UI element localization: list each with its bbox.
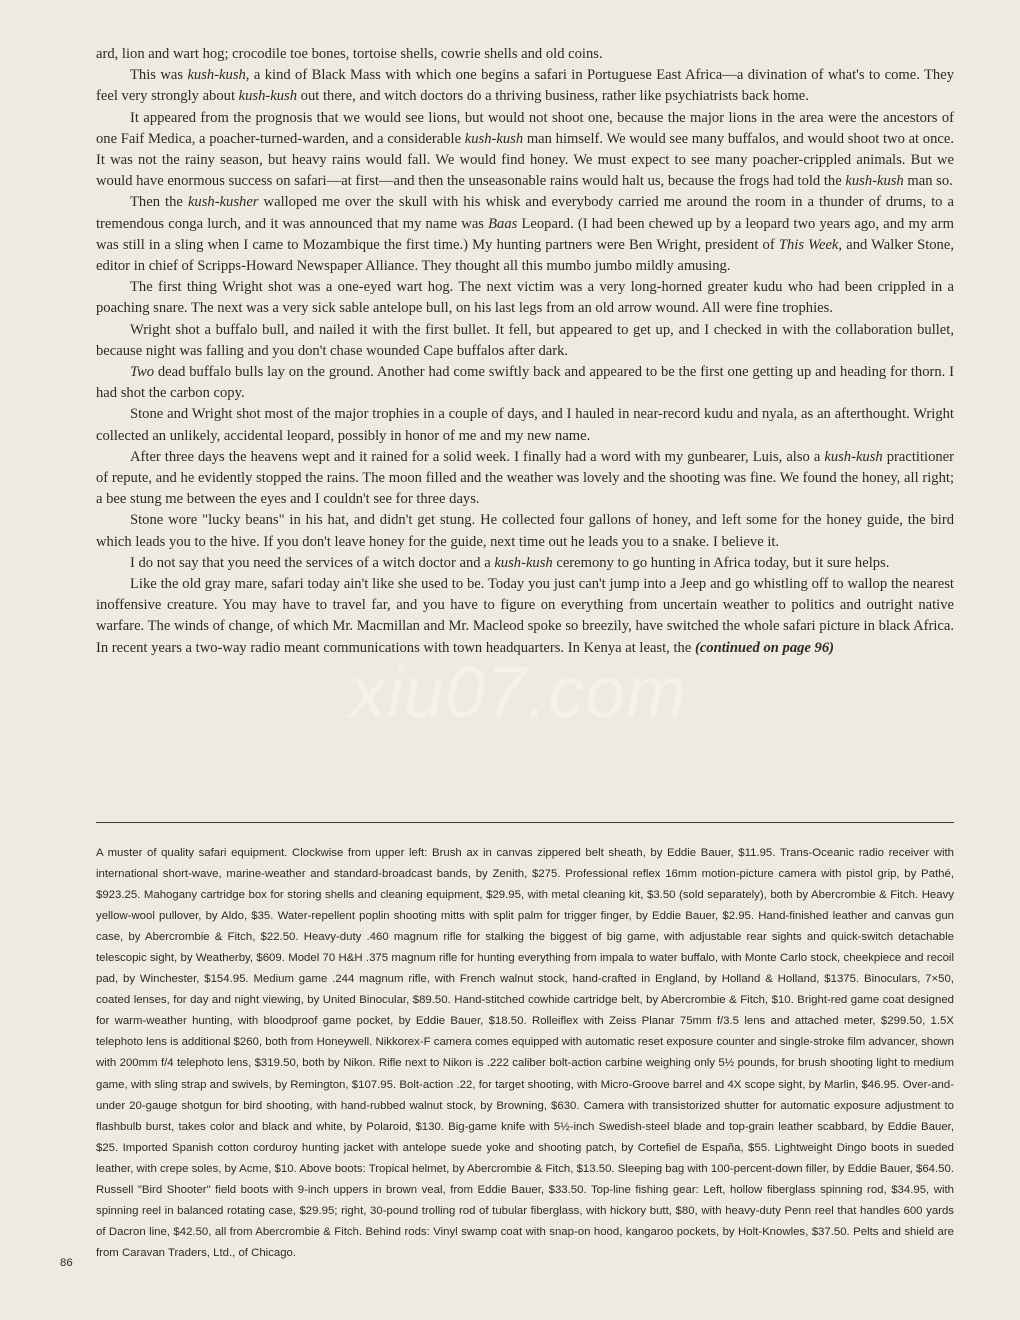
article-paragraph — [96, 65, 954, 107]
text-run: dead buffalo bulls lay on the ground. Another had come swiftly back and appeared to be the first one getting up and heading for thorn. I had shot the carbon copy. — [96, 364, 954, 402]
text-run: After three days the heavens wept and it rained for a solid week. I finally had a word with my gunbearer, Luis, also a — [130, 448, 825, 465]
italic-term: kush-kush — [238, 88, 298, 105]
text-run: Wright shot a buffalo bull, and nailed it with the first bullet. It fell, but appeared to get up, and I checked in with the collaboration bullet, because night was falling and you don't chase wounded Cape buffalos after dark. — [96, 321, 954, 359]
text-run: Stone and Wright shot most of the major trophies in a couple of days, and I hauled in near-record kudu and nyala, as an afterthought. Wright collected an unlikely, accidental leopard, possibly in honor of me and my new name. — [96, 406, 954, 444]
article-paragraph — [96, 574, 954, 659]
text-run: out there, and witch doctors do a thriving business, rather like psychiatrists back home. — [297, 88, 809, 105]
text-run: I do not say that you need the services of a witch doctor and a — [130, 554, 495, 571]
text-run: Then the — [130, 194, 188, 211]
article-paragraph — [96, 510, 954, 552]
article-paragraph — [96, 108, 954, 193]
text-run: The first thing Wright shot was a one-eyed wart hog. The next victim was a very long-horned greater kudu who had been crippled in a poaching snare. The next was a very sick sable antelope bull, on his last legs from an old arrow wound. All were fine trophies. — [96, 279, 954, 317]
italic-term: Baas — [488, 215, 518, 232]
italic-term: kush-kush, — [187, 67, 250, 84]
text-run: It appeared from the prognosis that we would see lions, but would not shoot one, because the major lions in the area were the ancestors of one Faif Medica, a poacher-turned-warden, and a considerable — [96, 109, 954, 147]
italic-term: kush-kush — [824, 448, 883, 465]
text-run: man himself. We would see many buffalos, and would shoot two at once. It was not the rainy season, but heavy rains would fall. We would find honey. We must expect to see many poacher-crippled animals. But we would have enormous success on safari—at first—and then the unseasonable rains would halt us, because the frogs had told the — [96, 130, 954, 190]
text-run: Like the old gray mare, safari today ain't like she used to be. Today you just can't jump into a Jeep and go whistling off to wallop the nearest inoffensive creature. You may have to travel far, and you have to figure on everything from uncertain weather to politics and outright native warfare. The winds of change, of which Mr. Macmillan and Mr. Macleod spoke so breezily, have switched the whole safari picture in black Africa. In recent years a two-way radio meant communications with town headquarters. In Kenya at least, the — [96, 576, 954, 656]
text-run: walloped me over the skull with his whisk and everybody carried me around the room in a thunder of drums, to a tremendous conga lurch, and it was announced that my name was — [96, 194, 954, 232]
italic-term: kush-kush — [845, 173, 904, 190]
article-paragraph — [96, 192, 954, 277]
caption-divider — [96, 822, 954, 823]
italic-term: kush-kush — [464, 130, 524, 147]
text-run: Stone wore "lucky beans" in his hat, and didn't get stung. He collected four gallons of honey, and left some for the honey guide, the bird which leads you to the hive. If you don't leave honey for the guide, next time out he leads you to a snake. I believe it. — [96, 512, 954, 550]
text-run: ard, lion and wart hog; crocodile toe bones, tortoise shells, cowrie shells and old coins. — [96, 46, 603, 62]
article-paragraph — [96, 447, 954, 511]
text-run: This was — [130, 67, 188, 84]
italic-term: Two — [130, 364, 155, 381]
italic-term: kush-kush — [494, 554, 553, 571]
text-run: man so. — [903, 173, 953, 190]
article-paragraph — [96, 362, 954, 404]
article-paragraph — [96, 277, 954, 319]
article-paragraph — [96, 404, 954, 446]
text-run: and Walker Stone, editor in chief of Scripps-Howard Newspaper Alliance. They thought all this mumbo jumbo mildly amusing. — [96, 236, 954, 275]
article-paragraph — [96, 320, 954, 362]
italic-term: This Week, — [778, 236, 843, 253]
text-run: a kind of Black Mass with which one begins a safari in Portuguese East Africa—a divination of what's to come. They feel very strongly about — [96, 67, 954, 105]
italic-term: kush-kusher — [187, 194, 259, 211]
text-run: ceremony to go hunting in Africa today, but it sure helps. — [552, 554, 890, 571]
text-run: Leopard. (I had been chewed up by a leopard two years ago, and my arm was still in a sling when I came to Mozambique the first time.) My hunting partners were Ben Wright, president of — [96, 215, 954, 253]
article-body — [96, 44, 954, 659]
continued-note: (continued on page 96) — [694, 639, 834, 656]
page-number: 86 — [60, 1257, 73, 1269]
photo-caption: A muster of quality safari equipment. Clockwise from upper left: Brush ax in canvas zippered belt sheath, by Eddie Bauer, $11.95. Trans-Oceanic radio receiver with international short-wave, marine-weather and standard-broadcast bands, by Zenith, $275. Professional reflex 16mm motion-picture camera with pistol grip, by Pathé, $923.25. Mahogany cartridge box for storing shells and cleaning equipment, $29.95, with metal cleaning kit, $3.50 (sold separately), both by Abercrombie & Fitch. Heavy yellow-wool pullover, by Aldo, $35. Water-repellent poplin shooting mitts with split palm for trigger finger, by Eddie Bauer, $2.95. Hand-finished leather and canvas gun case, by Abercrombie & Fitch, $22.50. Heavy-duty .460 magnum rifle for stalking the biggest of big game, with adjustable rear sights and quick-switch detachable telescopic sight, by Weatherby, $609. Model 70 H&H .375 magnum rifle for hunting everything from impala to water buffalo, with Monte Carlo stock, cheekpiece and recoil pad, by Winchester, $154.95. Medium game .244 magnum rifle, with French walnut stock, hand-crafted in England, by Holland & Holland, $1375. Binoculars, 7×50, coated lenses, for day and night viewing, by United Binocular, $89.50. Hand-stitched cowhide cartridge belt, by Abercrombie & Fitch, $10. Bright-red game coat designed for warm-weather hunting, with bloodproof game pocket, by Eddie Bauer, $18.50. Rolleiflex with Zeiss Planar 75mm f/3.5 lens and attached meter, $299.50, 1.5X telephoto lens is additional $260, both from Honeywell. Nikkorex-F camera comes equipped with automatic reset exposure counter and single-stroke film advancer, shown with 200mm f/4 telephoto lens, $319.50, both by Nikon. Rifle next to Nikon is .222 caliber bolt-action carbine weighing only 5½ pounds, for brush shooting light to medium game, with sling strap and swivels, by Remington, $107.95. Bolt-action .22, for target shooting, with Micro-Groove barrel and 4X scope sight, by Marlin, $46.95. Over-and-under 20-gauge shotgun for bird shooting, with hand-rubbed walnut stock, by Browning, $630. Camera with transistorized shutter for automatic exposure adjustment to flashbulb burst, takes color and black and white, by Polaroid, $130. Big-game knife with 5½-inch Swedish-steel blade and top-grain leather scabbard, by Eddie Bauer, $25. Imported Spanish cotton corduroy hunting jacket with antelope suede yoke and shooting patch, by Cortefiel de España, $55. Lightweight Dingo boots in sueded leather, with crepe soles, by Acme, $10. Above boots: Tropical helmet, by Abercrombie & Fitch, $13.50. Sleeping bag with 100-percent-down filler, by Eddie Bauer, $64.50. Russell "Bird Shooter" field boots with 9-inch uppers in brown veal, from Eddie Bauer, $33.50. Top-line fishing gear: Left, hollow fiberglass spinning rod, $34.95, with spinning reel in balanced rotating case, $29.95; right, 30-pound trolling rod of tubular fiberglass, with hickory butt, $80, with heavy-duty Penn reel that handles 600 yards of Dacron line, $42.50, all from Abercrombie & Fitch. Behind rods: Vinyl swamp coat with snap-on hood, kangaroo pockets, by Holt-Knowles, $37.50. Pelts and shield are from Caravan Traders, Ltd., of Chicago. — [96, 847, 954, 1259]
text-run: practitioner of repute, and he evidently stopped the rains. The moon filled and the weather was lovely and the shooting was fine. We found the honey, all right; a bee stung me between the eyes and I couldn't see for three days. — [96, 448, 954, 508]
article-paragraph — [96, 44, 954, 65]
article-paragraph — [96, 553, 954, 574]
watermark: xiu07.com — [350, 653, 688, 733]
